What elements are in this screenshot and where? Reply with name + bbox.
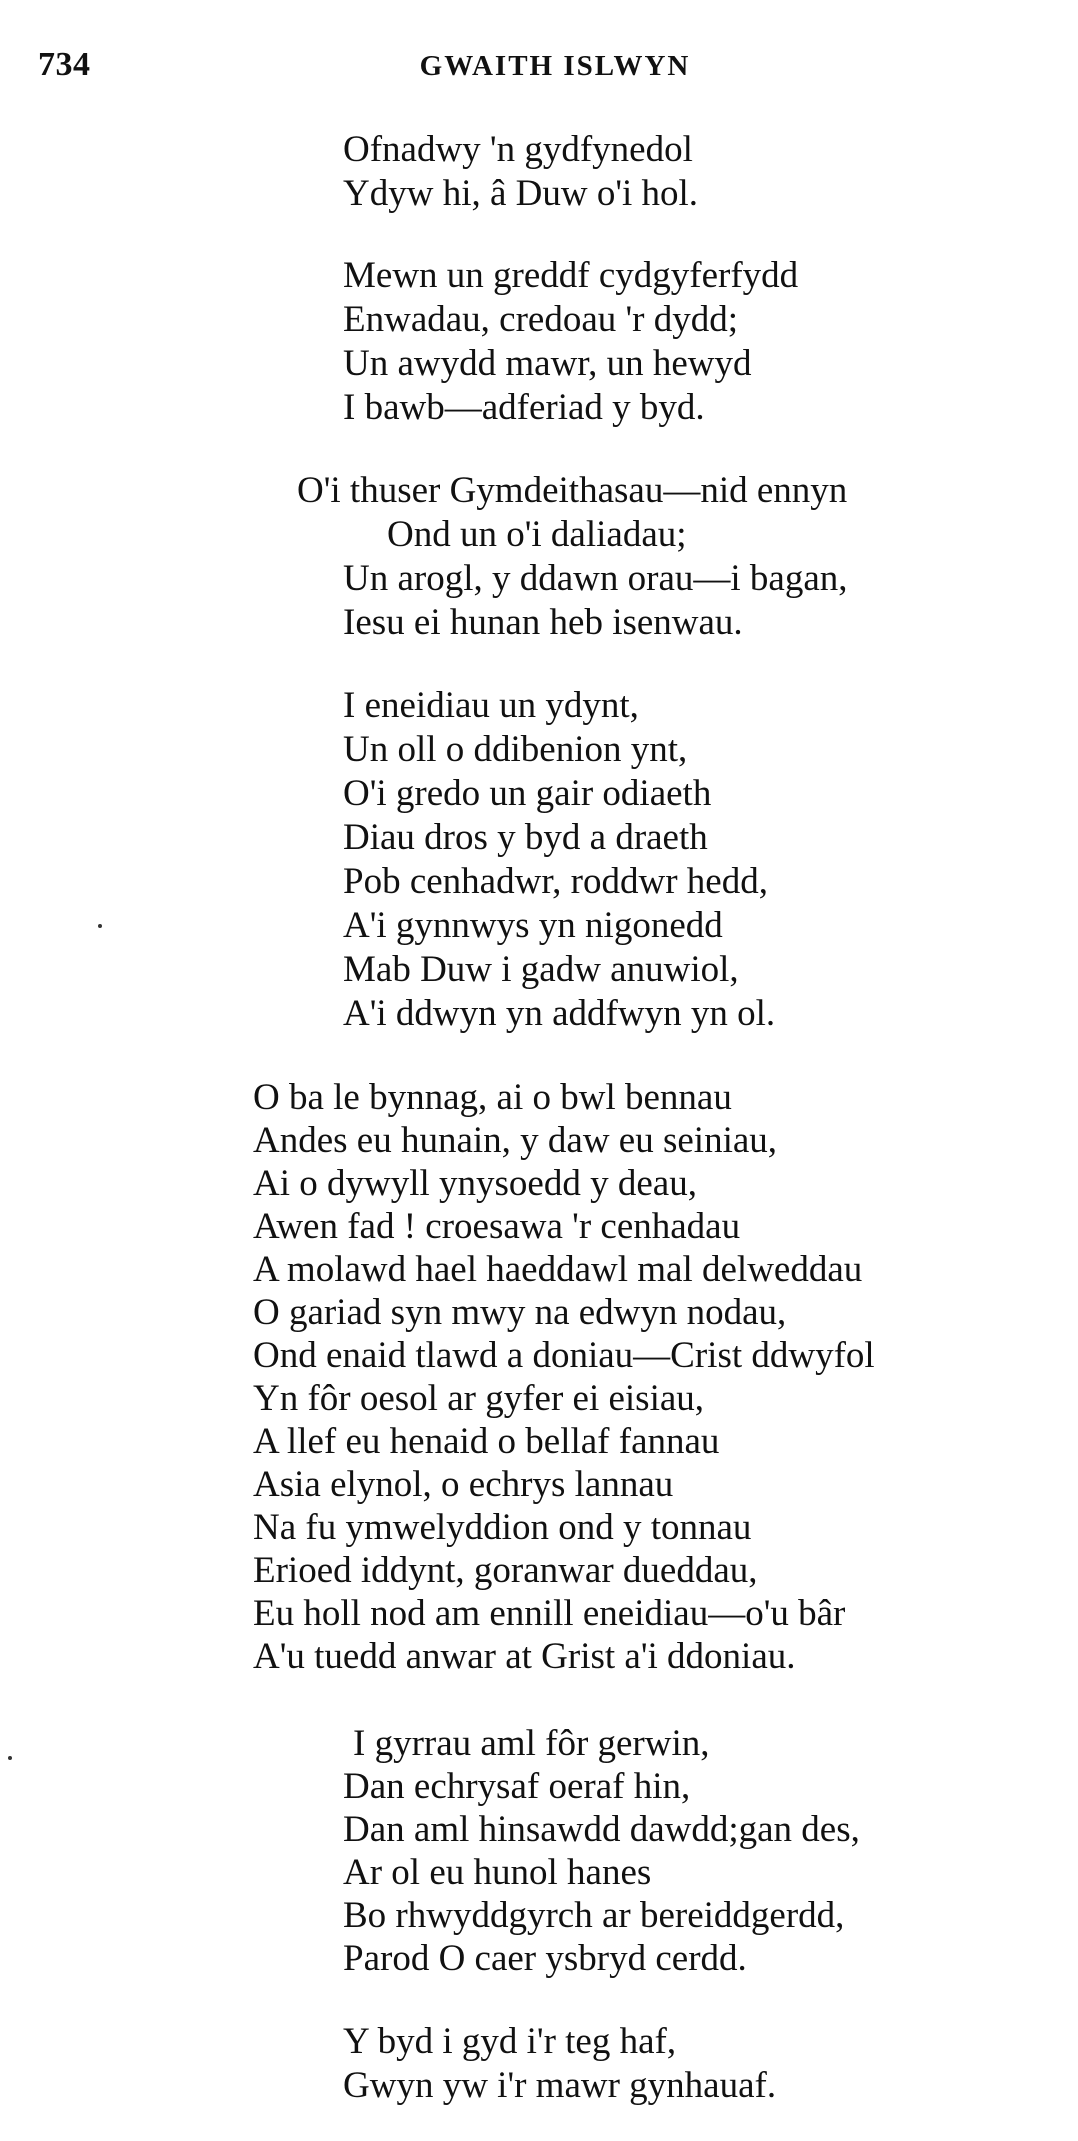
poem-line: O'i gredo un gair odiaeth bbox=[343, 773, 712, 814]
poem-line: A'u tuedd anwar at Grist a'i ddoniau. bbox=[253, 1636, 796, 1677]
poem-line: Ofnadwy 'n gydfynedol bbox=[343, 129, 693, 170]
poem-line: Ond un o'i daliadau; bbox=[387, 514, 687, 555]
poem-line: Na fu ymwelyddion ond y tonnau bbox=[253, 1507, 752, 1548]
poem-line: Gwyn yw i'r mawr gynhauaf. bbox=[343, 2065, 777, 2106]
poem-line: O ba le bynnag, ai o bwl bennau bbox=[253, 1077, 732, 1118]
poem-line: Ai o dywyll ynysoedd y deau, bbox=[253, 1163, 697, 1204]
poem-line: Ond enaid tlawd a doniau—Crist ddwyfol bbox=[253, 1335, 875, 1376]
poem-line: A llef eu henaid o bellaf fannau bbox=[253, 1421, 720, 1462]
poem-line: O'i thuser Gymdeithasau—nid ennyn bbox=[297, 470, 848, 511]
poem-line: I bawb—adferiad y byd. bbox=[343, 387, 705, 428]
ink-speck bbox=[98, 924, 102, 928]
page-number: 734 bbox=[38, 46, 91, 83]
poem-line: Erioed iddynt, goranwar dueddau, bbox=[253, 1550, 758, 1591]
poem-line: Pob cenhadwr, roddwr hedd, bbox=[343, 861, 768, 902]
poem-line: Dan echrysaf oeraf hin, bbox=[343, 1766, 691, 1807]
poem-line: Awen fad ! croesawa 'r cenhadau bbox=[253, 1206, 741, 1247]
poem-line: Eu holl nod am ennill eneidiau—o'u bâr bbox=[253, 1593, 846, 1634]
poem-line: I eneidiau un ydynt, bbox=[343, 685, 639, 726]
poem-line: Un awydd mawr, un hewyd bbox=[343, 343, 752, 384]
poem-line: I gyrrau aml fôr gerwin, bbox=[353, 1723, 710, 1764]
poem-line: Y byd i gyd i'r teg haf, bbox=[343, 2021, 677, 2062]
poem-line: A'i gynnwys yn nigonedd bbox=[343, 905, 723, 946]
poem-line: Iesu ei hunan heb isenwau. bbox=[343, 602, 743, 643]
poem-line: O gariad syn mwy na edwyn nodau, bbox=[253, 1292, 787, 1333]
poem-line: A molawd hael haeddawl mal delweddau bbox=[253, 1249, 863, 1290]
poem-line: Parod O caer ysbryd cerdd. bbox=[343, 1938, 747, 1979]
poem-line: Ar ol eu hunol hanes bbox=[343, 1852, 652, 1893]
poem-line: Diau dros y byd a draeth bbox=[343, 817, 708, 858]
poem-line: Un oll o ddibenion ynt, bbox=[343, 729, 688, 770]
poem-line: Asia elynol, o echrys lannau bbox=[253, 1464, 674, 1505]
poem-line: Yn fôr oesol ar gyfer ei eisiau, bbox=[253, 1378, 705, 1419]
poem-line: A'i ddwyn yn addfwyn yn ol. bbox=[343, 993, 776, 1034]
poem-line: Mewn un greddf cydgyferfydd bbox=[343, 255, 799, 296]
poem-line: Andes eu hunain, y daw eu seiniau, bbox=[253, 1120, 778, 1161]
poem-line: Bo rhwyddgyrch ar bereiddgerdd, bbox=[343, 1895, 845, 1936]
poem-line: Enwadau, credoau 'r dydd; bbox=[343, 299, 739, 340]
running-title: GWAITH ISLWYN bbox=[419, 50, 691, 82]
poem-line: Ydyw hi, â Duw o'i hol. bbox=[343, 173, 699, 214]
ink-speck bbox=[8, 1756, 12, 1760]
poem-line: Un arogl, y ddawn orau—i bagan, bbox=[343, 558, 848, 599]
poem-line: Mab Duw i gadw anuwiol, bbox=[343, 949, 739, 990]
poem-line: Dan aml hinsawdd dawdd;gan des, bbox=[343, 1809, 860, 1850]
